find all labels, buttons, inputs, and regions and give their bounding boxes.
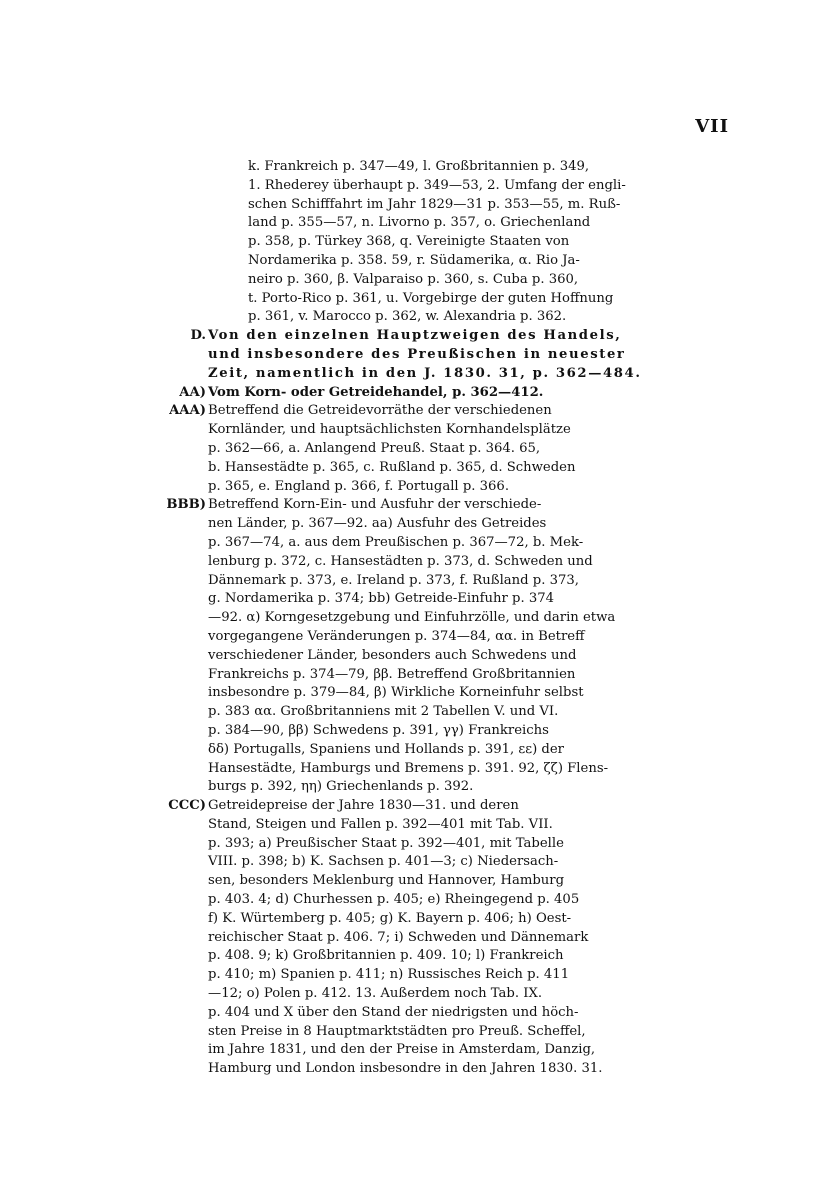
- line-text: p. 367—74, a. aus dem Preußischen p. 367—72, b. Mek-: [208, 534, 584, 550]
- section-label: D.: [190, 328, 206, 344]
- line-text: vorgegangene Veränderungen p. 374—84, αα. in Betreff: [208, 628, 585, 644]
- text-line: [208, 741, 738, 760]
- line-text: —92. α) Korngesetzgebung und Einfuhrzölle, und darin etwa: [208, 610, 616, 626]
- line-text: sen, besonders Meklenburg und Hannover, Hamburg: [208, 873, 565, 889]
- table-of-contents-text: [166, 158, 738, 1079]
- text-line: [208, 872, 738, 891]
- line-text: p. 384—90, ββ) Schwedens p. 391, γγ) Frankreichs: [208, 722, 549, 738]
- line-text: t. Porto-Rico p. 361, u. Vorgebirge der guten Hoffnung: [248, 290, 614, 306]
- line-text: p. 362—66, a. Anlangend Preuß. Staat p. 364. 65,: [208, 440, 541, 456]
- text-line: [208, 252, 738, 271]
- line-text: Von den einzelnen Hauptzweigen des Handels,: [208, 328, 622, 344]
- line-text: neiro p. 360, β. Valparaiso p. 360, s. Cuba p. 360,: [248, 271, 579, 287]
- line-text: p. 403. 4; d) Churhessen p. 405; e) Rheingegend p. 405: [208, 892, 580, 908]
- text-line: [208, 835, 738, 854]
- line-text: p. 361, v. Marocco p. 362, w. Alexandria p. 362.: [248, 309, 567, 325]
- text-line: [208, 647, 738, 666]
- line-text: δδ) Portugalls, Spaniens und Hollands p. 391, εε) der: [208, 741, 564, 757]
- line-text: VIII. p. 398; b) K. Sachsen p. 401—3; c) Niedersach-: [208, 854, 559, 870]
- text-line: [208, 1004, 738, 1023]
- line-text: nen Länder, p. 367—92. aa) Ausfuhr des Getreides: [208, 516, 547, 532]
- line-text: reichischer Staat p. 406. 7; i) Schweden und Dännemark: [208, 929, 589, 945]
- line-text: Zeit, namentlich in den J. 1830. 31, p. 362—484.: [208, 365, 642, 381]
- section-label: CCC): [168, 798, 206, 814]
- text-line: [208, 196, 738, 215]
- text-line: [208, 722, 738, 741]
- text-line: [208, 778, 738, 797]
- line-text: p. 404 und X über den Stand der niedrigsten und höch-: [208, 1004, 579, 1020]
- text-line: [208, 534, 738, 553]
- text-line: [208, 515, 738, 534]
- line-text: —12; o) Polen p. 412. 13. Außerdem noch Tab. IX.: [208, 986, 543, 1002]
- section-label: AA): [179, 384, 206, 400]
- line-text: und insbesondere des Preußischen in neuester: [208, 346, 626, 362]
- section-label: AAA): [169, 403, 206, 419]
- line-text: Hamburg und London insbesondre in den Jahren 1830. 31.: [208, 1061, 603, 1077]
- text-line: [208, 966, 738, 985]
- text-line: [208, 572, 738, 591]
- line-text: Hansestädte, Hamburgs und Bremens p. 391. 92, ζζ) Flens-: [208, 760, 609, 776]
- line-text: p. 383 αα. Großbritanniens mit 2 Tabellen V. und VI.: [208, 704, 559, 720]
- text-line: [208, 684, 738, 703]
- text-line: [169, 402, 738, 421]
- text-line: [208, 553, 738, 572]
- line-text: p. 365, e. England p. 366, f. Portugall p. 366.: [208, 478, 510, 494]
- line-text: p. 408. 9; k) Großbritannien p. 409. 10; l) Frankreich: [208, 948, 564, 964]
- line-text: sten Preise in 8 Hauptmarktstädten pro Preuß. Scheffel,: [208, 1023, 586, 1039]
- text-line: [168, 797, 738, 816]
- text-line: [208, 910, 738, 929]
- text-line: [190, 327, 738, 346]
- text-line: [208, 1041, 738, 1060]
- line-text: k. Frankreich p. 347—49, l. Großbritannien p. 349,: [248, 159, 590, 174]
- text-line: [208, 346, 738, 365]
- line-text: Betreffend Korn-Ein- und Ausfuhr der verschiede-: [208, 497, 542, 513]
- line-text: burgs p. 392, ηη) Griechenlands p. 392.: [208, 779, 474, 795]
- text-line: [208, 233, 738, 252]
- text-line: [208, 703, 738, 722]
- text-line: [208, 271, 738, 290]
- text-line: [208, 158, 738, 177]
- text-line: [166, 496, 738, 515]
- line-text: lenburg p. 372, c. Hansestädten p. 373, d. Schweden und: [208, 553, 593, 569]
- line-text: p. 393; a) Preußischer Staat p. 392—401, mit Tabelle: [208, 835, 564, 851]
- text-line: [208, 177, 738, 196]
- section-label: BBB): [166, 497, 206, 513]
- line-text: Frankreichs p. 374—79, ββ. Betreffend Großbritannien: [208, 666, 576, 682]
- text-line: [208, 760, 738, 779]
- line-text: schen Schifffahrt im Jahr 1829—31 p. 353—55, m. Ruß-: [248, 196, 621, 212]
- text-line: [208, 290, 738, 309]
- text-line: [208, 891, 738, 910]
- line-text: insbesondre p. 379—84, β) Wirkliche Korneinfuhr selbst: [208, 685, 584, 701]
- line-text: g. Nordamerika p. 374; bb) Getreide-Einfuhr p. 374: [208, 591, 555, 607]
- text-line: [208, 666, 738, 685]
- text-line: [208, 1023, 738, 1042]
- text-line: [208, 214, 738, 233]
- line-text: Betreffend die Getreidevorräthe der verschiedenen: [208, 403, 552, 419]
- line-text: Kornländer, und hauptsächlichsten Kornhandelsplätze: [208, 422, 571, 438]
- line-text: p. 358, p. Türkey 368, q. Vereinigte Staaten von: [248, 234, 570, 250]
- text-line: [208, 365, 738, 384]
- page-number: VII: [695, 116, 729, 137]
- text-line: [208, 947, 738, 966]
- text-line: [208, 308, 738, 327]
- text-line: [208, 440, 738, 459]
- text-line: [208, 421, 738, 440]
- text-line: [208, 853, 738, 872]
- line-text: land p. 355—57, n. Livorno p. 357, o. Griechenland: [248, 215, 591, 231]
- text-line: [208, 459, 738, 478]
- text-line: [208, 816, 738, 835]
- line-text: verschiedener Länder, besonders auch Schwedens und: [208, 647, 577, 663]
- line-text: Dännemark p. 373, e. Ireland p. 373, f. Rußland p. 373,: [208, 572, 579, 588]
- text-line: [208, 478, 738, 497]
- line-text: Stand, Steigen und Fallen p. 392—401 mit Tab. VII.: [208, 816, 553, 832]
- text-line: [208, 628, 738, 647]
- line-text: Getreidepreise der Jahre 1830—31. und deren: [208, 798, 519, 814]
- line-text: Vom Korn- oder Getreidehandel, p. 362—412.: [208, 384, 544, 400]
- line-text: Nordamerika p. 358. 59, r. Südamerika, α. Rio Ja-: [248, 252, 580, 268]
- text-line: [208, 609, 738, 628]
- text-line: [208, 1060, 738, 1079]
- line-text: p. 410; m) Spanien p. 411; n) Russisches Reich p. 411: [208, 967, 570, 983]
- line-text: f) K. Würtemberg p. 405; g) K. Bayern p. 406; h) Oest-: [208, 910, 572, 926]
- line-text: b. Hansestädte p. 365, c. Rußland p. 365, d. Schweden: [208, 459, 576, 475]
- text-line: [208, 929, 738, 948]
- line-text: im Jahre 1831, und den der Preise in Amsterdam, Danzig,: [208, 1042, 596, 1058]
- text-line: [208, 985, 738, 1004]
- text-line: [179, 384, 738, 403]
- line-text: 1. Rhederey überhaupt p. 349—53, 2. Umfang der engli-: [248, 177, 626, 193]
- text-line: [208, 590, 738, 609]
